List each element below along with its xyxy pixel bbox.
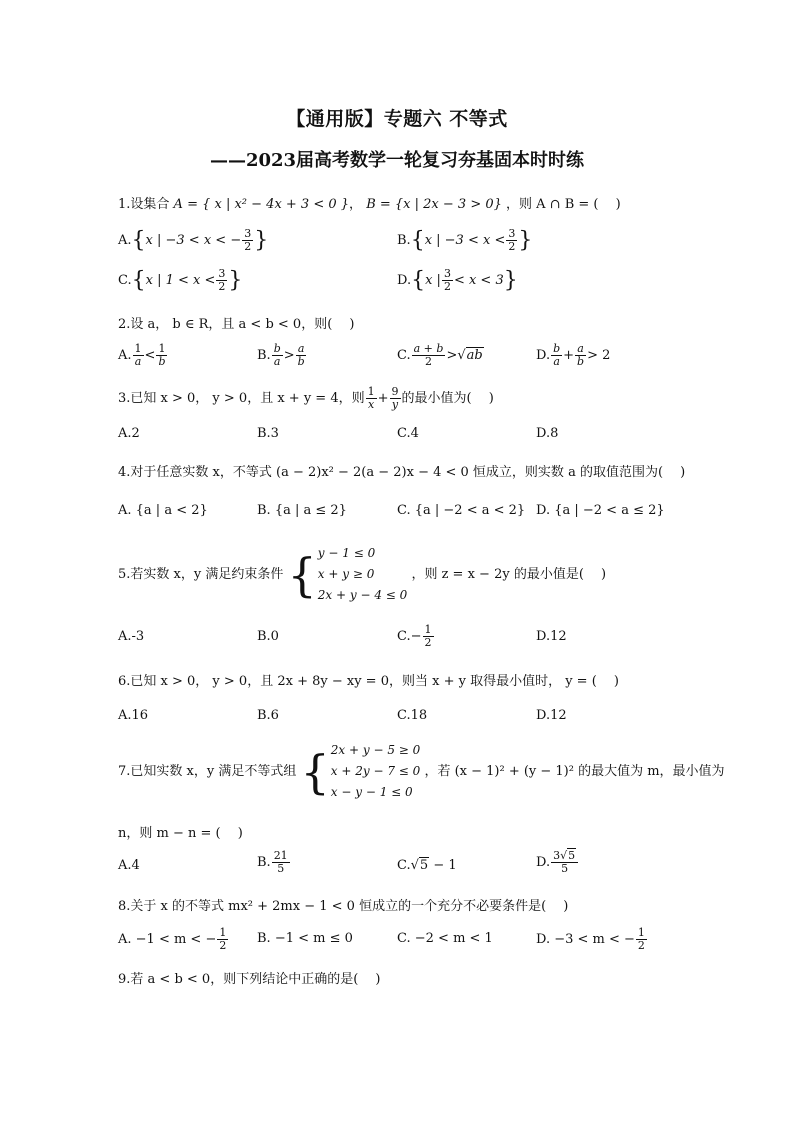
op: > (446, 348, 458, 363)
question-4-stem: 4.对于任意实数 x，不等式 (a − 2)x² − 2(a − 2)x − 4 < 0 恒成立，则实数 a 的取值范围为( ) (118, 465, 686, 480)
frac-num: a (577, 342, 584, 355)
q3-prefix: 3.已知 x > 0， y > 0，且 x + y = 4，则 (118, 391, 365, 406)
q6-option-b: B.6 (257, 708, 279, 723)
op: < (144, 348, 156, 363)
frac-num: 1 (219, 926, 227, 939)
q2-option-a-label: A. (118, 348, 132, 363)
q1-option-d-label: D. (397, 273, 412, 288)
op: > 2 (587, 348, 611, 363)
q7-constraint-1: 2x + y − 5 ≥ 0 (330, 743, 421, 757)
q7-constraint-2: x + 2y − 7 ≤ 0 (330, 764, 421, 778)
q8-option-b: B. −1 < m ≤ 0 (257, 931, 353, 946)
question-3-stem (118, 386, 494, 411)
q5-constraint-2: x + y ≥ 0 (317, 567, 375, 581)
frac-num: 3 (218, 267, 226, 280)
q1-option-a-label: A. (118, 233, 132, 248)
frac-den: b (297, 355, 305, 368)
frac-num: b (553, 342, 561, 355)
q5-option-c-label: C. (397, 629, 411, 644)
q1-option-b: B.{x | −3 < x < $\frac{3}{2}$ } (397, 227, 533, 253)
q1-option-a-expr: x | −3 < x < − (145, 233, 242, 248)
op: + (563, 348, 575, 363)
q3-option-c: C.4 (397, 426, 419, 441)
frac-num: 1 (367, 385, 375, 398)
frac-num: 3 (508, 227, 516, 240)
q6-option-c: C.18 (397, 708, 428, 723)
frac-num: 1 (424, 623, 432, 636)
frac-num: 1 (134, 342, 142, 355)
frac-num: 1 (158, 342, 166, 355)
q1-set-b: B = {x | 2x − 3 > 0} (366, 197, 502, 212)
question-2-stem: 2.设 a， b ∈ R，且 a < b < 0，则( ) (118, 317, 355, 332)
frac-num: 3 (443, 267, 451, 280)
q4-option-a: A. {a | a < 2} (118, 503, 208, 518)
frac-den: 2 (218, 280, 226, 293)
sqrt-body: 5 (419, 858, 429, 873)
question-1-stem (118, 193, 621, 212)
q1-option-b-expr: x | −3 < x < (424, 233, 506, 248)
q1-prefix: 1.设集合 (118, 197, 170, 212)
q7-option-b-label: B. (257, 855, 271, 870)
q8-option-a (118, 927, 229, 952)
frac-den: b (577, 355, 585, 368)
op: − (410, 629, 422, 644)
frac-den: 5 (277, 862, 285, 875)
frac-den: 5 (561, 862, 569, 875)
q1-option-d: D.{x | $\frac{3}{2}$ < x < 3} (397, 267, 518, 293)
q5-constraint-3: 2x + y − 4 ≤ 0 (317, 588, 408, 602)
frac-den: 2 (219, 939, 227, 952)
q1-option-c-expr: x | 1 < x < (145, 273, 216, 288)
q3-suffix: 的最小值为( ) (401, 391, 494, 406)
q1-option-b-label: B. (397, 233, 411, 248)
q2-option-b-label: B. (257, 348, 271, 363)
frac-num: 9 (391, 385, 399, 398)
q6-option-d: D.12 (536, 708, 567, 723)
q5-option-b: B.0 (257, 629, 279, 644)
q3-option-d: D.8 (536, 426, 559, 441)
frac-num: 3 (244, 227, 252, 240)
frac-den: b (158, 355, 166, 368)
frac-den: y (391, 398, 399, 411)
q5-option-a: A.-3 (118, 629, 145, 644)
q7-option-d: D. $\frac{3√5}{5}$ (536, 850, 579, 875)
q3-option-a: A.2 (118, 426, 140, 441)
frac-den: 2 (508, 240, 516, 253)
q8-option-a-label: A. −1 < m < − (118, 932, 217, 947)
frac-num-coef: 3 (553, 849, 561, 862)
q2-option-d (536, 343, 610, 368)
sqrt-body: 5 (568, 849, 576, 862)
op: + (377, 391, 389, 406)
q5-option-c (397, 624, 435, 649)
q2-option-d-label: D. (536, 348, 551, 363)
q1-suffix: ，则 A ∩ B = ( ) (506, 197, 621, 212)
q1-set-a: A = { x | x² − 4x + 3 < 0 } (173, 197, 350, 212)
frac-den: 2 (637, 939, 645, 952)
op: − 1 (433, 858, 457, 873)
question-7-continued: n，则 m − n = ( ) (118, 826, 243, 841)
q1-option-d-expr-pre: x | (425, 273, 441, 288)
frac-num: b (273, 342, 281, 355)
q6-option-a: A.16 (118, 708, 149, 723)
frac-num: 21 (273, 849, 288, 862)
op: > (283, 348, 295, 363)
q7-constraint-system: { 2x + y − 5 ≥ 0 x + 2y − 7 ≤ 0 x − y − 1 ≤ 0 (301, 740, 421, 803)
frac-den: a (273, 355, 281, 368)
q1-sep: ， (349, 197, 363, 212)
q8-option-d (536, 927, 648, 952)
q4-option-d: D. {a | −2 < a ≤ 2} (536, 503, 665, 518)
q2-option-c: C. $\frac{a + b}{2}$ >√ab (397, 342, 483, 368)
frac-den: x (368, 398, 375, 411)
q4-option-c: C. {a | −2 < a < 2} (397, 503, 526, 518)
q5-constraint-system: { y − 1 ≤ 0 x + y ≥ 0 2x + y − 4 ≤ 0 (288, 543, 408, 606)
frac-den: 2 (244, 240, 252, 253)
q2-option-c-label: C. (397, 348, 411, 363)
question-7-stem (118, 740, 725, 803)
q3-option-b: B.3 (257, 426, 279, 441)
q1-option-d-expr-post: < x < 3 (453, 273, 504, 288)
q7-option-b (257, 850, 291, 875)
q7-suffix: ，若 (x − 1)² + (y − 1)² 的最大值为 m，最小值为 (424, 764, 725, 779)
q5-prefix: 5.若实数 x，y 满足约束条件 (118, 567, 284, 582)
q1-option-c: C.{x | 1 < x < $\frac{3}{2}$ } (118, 267, 243, 293)
q8-option-c: C. −2 < m < 1 (397, 931, 493, 946)
q2-option-a (118, 343, 168, 368)
frac-num: a (297, 342, 305, 355)
q7-option-c: C.√5 − 1 (397, 858, 457, 873)
question-6-stem: 6.已知 x > 0， y > 0，且 2x + 8y − xy = 0，则当 x + y 取得最小值时， y = ( ) (118, 674, 619, 689)
frac-den: 2 (443, 280, 451, 293)
page-title: 【通用版】专题六 不等式 (286, 108, 508, 130)
q7-prefix: 7.已知实数 x，y 满足不等式组 (118, 764, 297, 779)
question-5-stem (118, 543, 606, 606)
frac-den: a (553, 355, 560, 368)
q5-option-d: D.12 (536, 629, 567, 644)
q2-option-b (257, 343, 308, 368)
q5-suffix: ，则 z = x − 2y 的最小值是( ) (411, 567, 607, 582)
q7-option-d-label: D. (536, 855, 551, 870)
q4-option-b: B. {a | a ≤ 2} (257, 503, 347, 518)
q1-option-c-label: C. (118, 273, 132, 288)
question-9-stem: 9.若 a < b < 0，则下列结论中正确的是( ) (118, 972, 381, 987)
frac-num: a + b (413, 342, 444, 355)
q5-constraint-1: y − 1 ≤ 0 (317, 546, 376, 560)
sqrt-body: ab (466, 348, 483, 363)
frac-num: 1 (637, 926, 645, 939)
page-subtitle: ——2023届高考数学一轮复习夯基固本时时练 (209, 150, 585, 171)
question-8-stem: 8.关于 x 的不等式 mx² + 2mx − 1 < 0 恒成立的一个充分不必要条件是( ) (118, 899, 569, 914)
q1-option-a-frac (242, 228, 253, 253)
frac-den: a (134, 355, 142, 368)
q7-option-a: A.4 (118, 858, 140, 873)
q8-option-d-label: D. −3 < m < − (536, 932, 635, 947)
q7-option-c-label: C. (397, 858, 411, 873)
q1-option-a: A.{x | −3 < x < − $\frac{3}{2}$ } (118, 227, 269, 253)
q7-constraint-3: x − y − 1 ≤ 0 (330, 785, 413, 799)
frac-den: 2 (424, 636, 432, 649)
frac-den: 2 (425, 355, 433, 368)
